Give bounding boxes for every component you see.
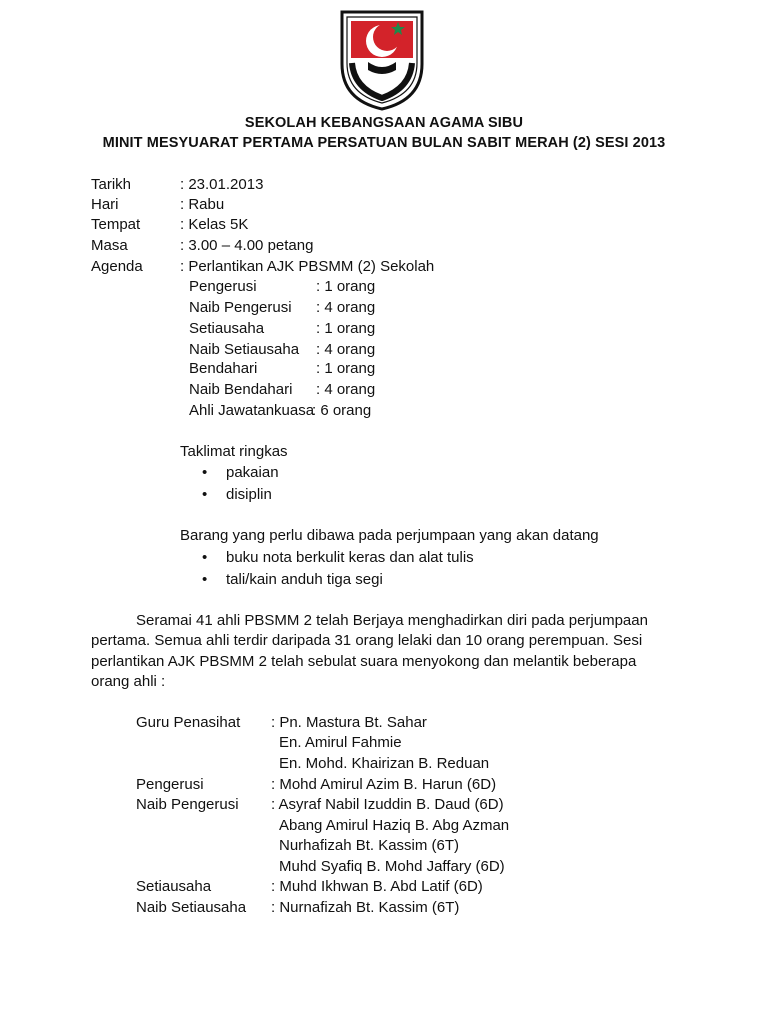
bullet-icon: •	[202, 464, 208, 481]
detail-label-date: Tarikh	[91, 176, 132, 193]
detail-label-day: Hari	[91, 196, 119, 213]
post-name: Bendahari	[189, 360, 258, 377]
school-name-heading: SEKOLAH KEBANGSAAN AGAMA SIBU	[244, 115, 524, 131]
post-count: : 1 orang	[316, 278, 376, 295]
detail-value-venue: : Kelas 5K	[180, 216, 249, 233]
detail-label-time: Masa	[91, 237, 128, 254]
paragraph-line: orang ahli :	[91, 673, 166, 690]
post-count: : 4 orang	[316, 381, 376, 398]
post-name: Pengerusi	[189, 278, 257, 295]
briefing-heading: Taklimat ringkas	[180, 443, 288, 460]
appointment-name: : Muhd Ikhwan B. Abd Latif (6D)	[271, 878, 483, 895]
post-name: Naib Bendahari	[189, 381, 293, 398]
appointment-name: : Pn. Mastura Bt. Sahar	[271, 714, 427, 731]
appointment-name: : Asyraf Nabil Izuddin B. Daud (6D)	[271, 796, 504, 813]
post-count: : 6 orang	[312, 402, 372, 419]
appointment-name: Nurhafizah Bt. Kassim (6T)	[279, 837, 460, 854]
post-name: Naib Setiausaha	[189, 341, 300, 358]
detail-label-venue: Tempat	[91, 216, 141, 233]
bullet-icon: •	[202, 571, 208, 588]
post-name: Setiausaha	[189, 320, 265, 337]
post-count: : 1 orang	[316, 320, 376, 337]
bullet-icon: •	[202, 486, 208, 503]
detail-label-agenda: Agenda	[91, 258, 143, 275]
post-count: : 4 orang	[316, 299, 376, 316]
appointment-name: En. Mohd. Khairizan B. Reduan	[279, 755, 490, 772]
paragraph-line: Seramai 41 ahli PBSMM 2 telah Berjaya menghadirkan diri pada perjumpaan	[136, 612, 648, 629]
appointment-name: Muhd Syafiq B. Mohd Jaffary (6D)	[279, 858, 505, 875]
detail-value-day: : Rabu	[180, 196, 225, 213]
appointment-name: Abang Amirul Haziq B. Abg Azman	[279, 817, 510, 834]
paragraph-line: pertama. Semua ahli terdir daripada 31 orang lelaki dan 10 orang perempuan. Sesi	[91, 632, 643, 649]
detail-value-time: : 3.00 – 4.00 petang	[180, 237, 314, 254]
briefing-item: pakaian	[226, 464, 279, 481]
appointment-name: En. Amirul Fahmie	[279, 734, 402, 751]
bullet-icon: •	[202, 549, 208, 566]
items-item: buku nota berkulit keras dan alat tulis	[226, 549, 474, 566]
appointment-role: Naib Setiausaha	[136, 899, 247, 916]
items-item: tali/kain anduh tiga segi	[226, 571, 383, 588]
paragraph-line: perlantikan AJK PBSMM 2 telah sebulat suara menyokong dan melantik beberapa	[91, 653, 637, 670]
briefing-item: disiplin	[226, 486, 272, 503]
appointment-role: Pengerusi	[136, 776, 204, 793]
items-heading: Barang yang perlu dibawa pada perjumpaan yang akan datang	[180, 527, 599, 544]
appointment-name: : Mohd Amirul Azim B. Harun (6D)	[271, 776, 497, 793]
minutes-title-heading: MINIT MESYUARAT PERTAMA PERSATUAN BULAN SABIT MERAH (2) SESI 2013	[102, 135, 666, 151]
post-count: : 1 orang	[316, 360, 376, 377]
appointment-role: Naib Pengerusi	[136, 796, 239, 813]
detail-value-agenda: : Perlantikan AJK PBSMM (2) Sekolah	[180, 258, 435, 275]
school-crest-logo	[338, 8, 426, 112]
post-name: Ahli Jawatankuasa	[189, 402, 315, 419]
appointment-role: Setiausaha	[136, 878, 212, 895]
appointment-role: Guru Penasihat	[136, 714, 241, 731]
post-count: : 4 orang	[316, 341, 376, 358]
appointment-name: : Nurnafizah Bt. Kassim (6T)	[271, 899, 460, 916]
detail-value-date: : 23.01.2013	[180, 176, 264, 193]
post-name: Naib Pengerusi	[189, 299, 292, 316]
